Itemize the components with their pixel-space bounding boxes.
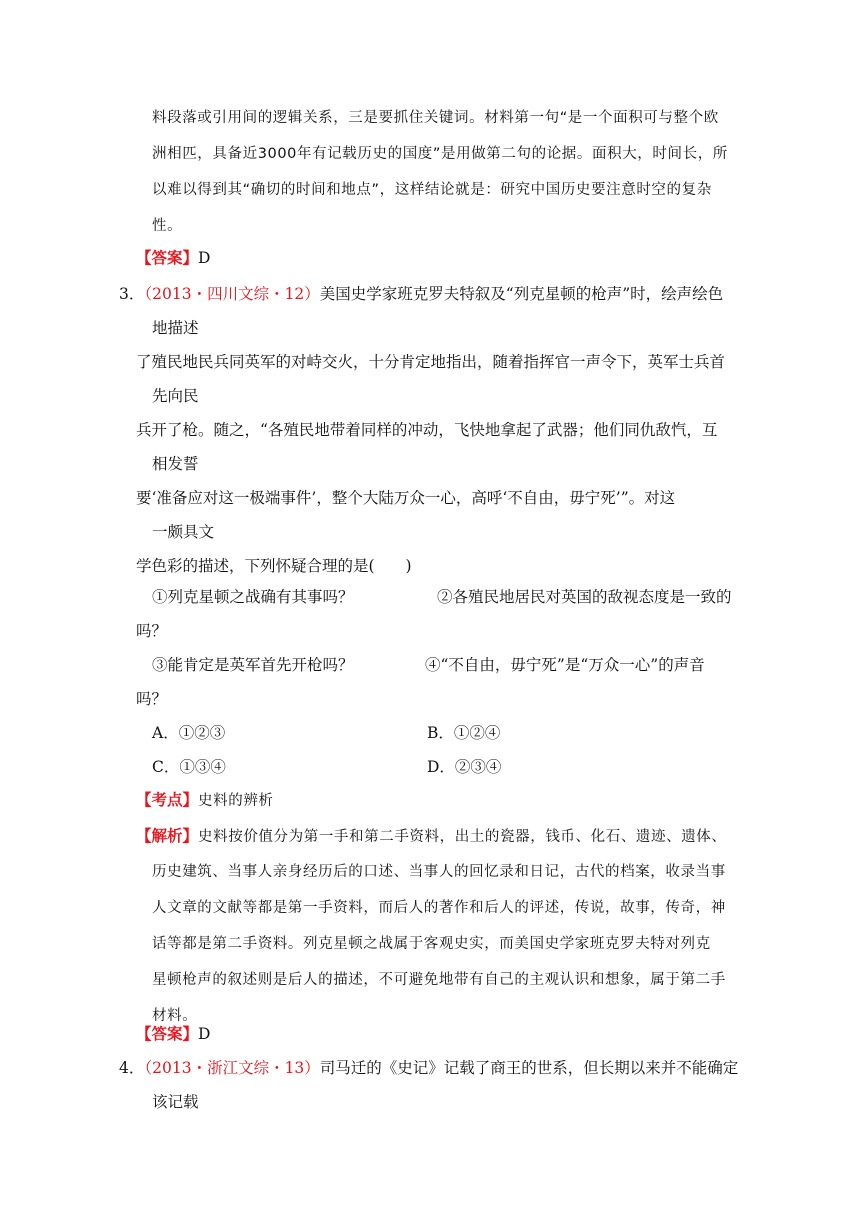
jiexi-text-6: 材料。: [152, 1008, 198, 1024]
intro-line-3: 以难以得到其“确切的时间和地点”，这样结论就是：研究中国历史要注意时空的复杂: [152, 182, 712, 198]
jiexi-text-5: 星顿枪声的叙述则是后人的描述，不可避免地带有自己的主观认识和想象，属于第二手: [152, 972, 726, 988]
q3-text-4: 先向民: [152, 387, 199, 405]
kaodian-tag: 【考点】: [136, 790, 199, 809]
q3-item-4-tail: 吗？: [136, 690, 168, 708]
intro-line-2: 洲相匹，具备近3000年有记载历史的国度”是用做第二句的论据。面积大，时间长，所: [152, 146, 728, 162]
intro-line-4: 性。: [152, 218, 183, 234]
kaodian-text: 史料的辨析: [198, 793, 274, 809]
jiexi-text-2: 历史建筑、当事人亲身经历后的口述、当事人的回忆录和日记，古代的档案，收录当事: [152, 864, 726, 880]
q3-source: （2013・四川文综・12）: [144, 285, 320, 303]
q4-text-2: 该记载: [152, 1093, 199, 1111]
q3-text-2: 地描述: [152, 319, 199, 337]
jiexi-text-3: 人文章的文献等都是第一手资料，而后人的著作和后人的评述，传说，故事，传奇，神: [152, 900, 726, 916]
q3-first-line: [119, 284, 723, 304]
q3-text-9: 学色彩的描述，下列怀疑合理的是( ): [136, 557, 412, 575]
q4-text-1: 司马迁的《史记》记载了商王的世系，但长期以来并不能确定: [319, 1059, 739, 1077]
q4-source: （2013・浙江文综・13）: [144, 1059, 320, 1077]
q4-number: 4．: [119, 1059, 145, 1077]
q3-item-1: ①列克星顿之战确有其事吗？: [152, 588, 354, 606]
q3-option-a: A．①②③: [152, 724, 226, 742]
q3-item-4: ④“不自由，毋宁死”是“万众一心”的声音: [425, 656, 705, 674]
jiexi-tag: 【解析】: [136, 826, 199, 845]
q3-jiexi-1: [136, 826, 727, 847]
q3-text-8: 一颇具文: [152, 523, 215, 541]
q3-option-d: D．②③④: [427, 758, 502, 776]
q3-text-6: 相发誓: [152, 455, 199, 473]
answer-value: D: [198, 1025, 211, 1043]
q3-text-3: 了殖民地民兵同英军的对峙交火，十分肯定地指出，随着指挥官一声令下，英军士兵首: [136, 353, 726, 371]
jiexi-text-4: 话等都是第二手资料。列克星顿之战属于客观史实，而美国史学家班克罗夫特对列克: [152, 936, 711, 952]
q3-item-2: ②各殖民地居民对英国的敌视态度是一致的: [437, 588, 732, 606]
answer-tag: 【答案】: [136, 1024, 199, 1043]
intro-line-1: 料段落或引用间的逻辑关系，三是要抓住关键词。材料第一句“是一个面积可与整个欧: [152, 110, 719, 126]
q2-answer: [136, 248, 210, 268]
answer-tag: 【答案】: [136, 248, 199, 267]
q3-item-3: ③能肯定是英军首先开枪吗？: [152, 656, 354, 674]
q3-option-c: C．①③④: [152, 758, 226, 776]
q3-option-b: B．①②④: [427, 724, 501, 742]
q4-first-line: [119, 1058, 738, 1078]
q3-text-7: 要‘准备应对这一极端事件’，整个大陆万众一心，高呼‘不自由，毋宁死’”。对这: [136, 489, 676, 507]
jiexi-text-1: 史料按价值分为第一手和第二手资料，出土的瓷器，钱币、化石、遗迹、遗体、: [198, 829, 727, 845]
answer-value: D: [198, 249, 211, 267]
q3-text-1: 美国史学家班克罗夫特叙及“列克星顿的枪声”时，绘声绘色: [319, 285, 724, 303]
q3-item-2-tail: 吗？: [136, 622, 168, 640]
q3-answer: [136, 1024, 210, 1044]
q3-text-5: 兵开了枪。随之，“各殖民地带着同样的冲动，飞快地拿起了武器；他们同仇敌忾，互: [136, 421, 718, 439]
q3-number: 3．: [119, 285, 145, 303]
q3-kaodian: [136, 790, 274, 811]
